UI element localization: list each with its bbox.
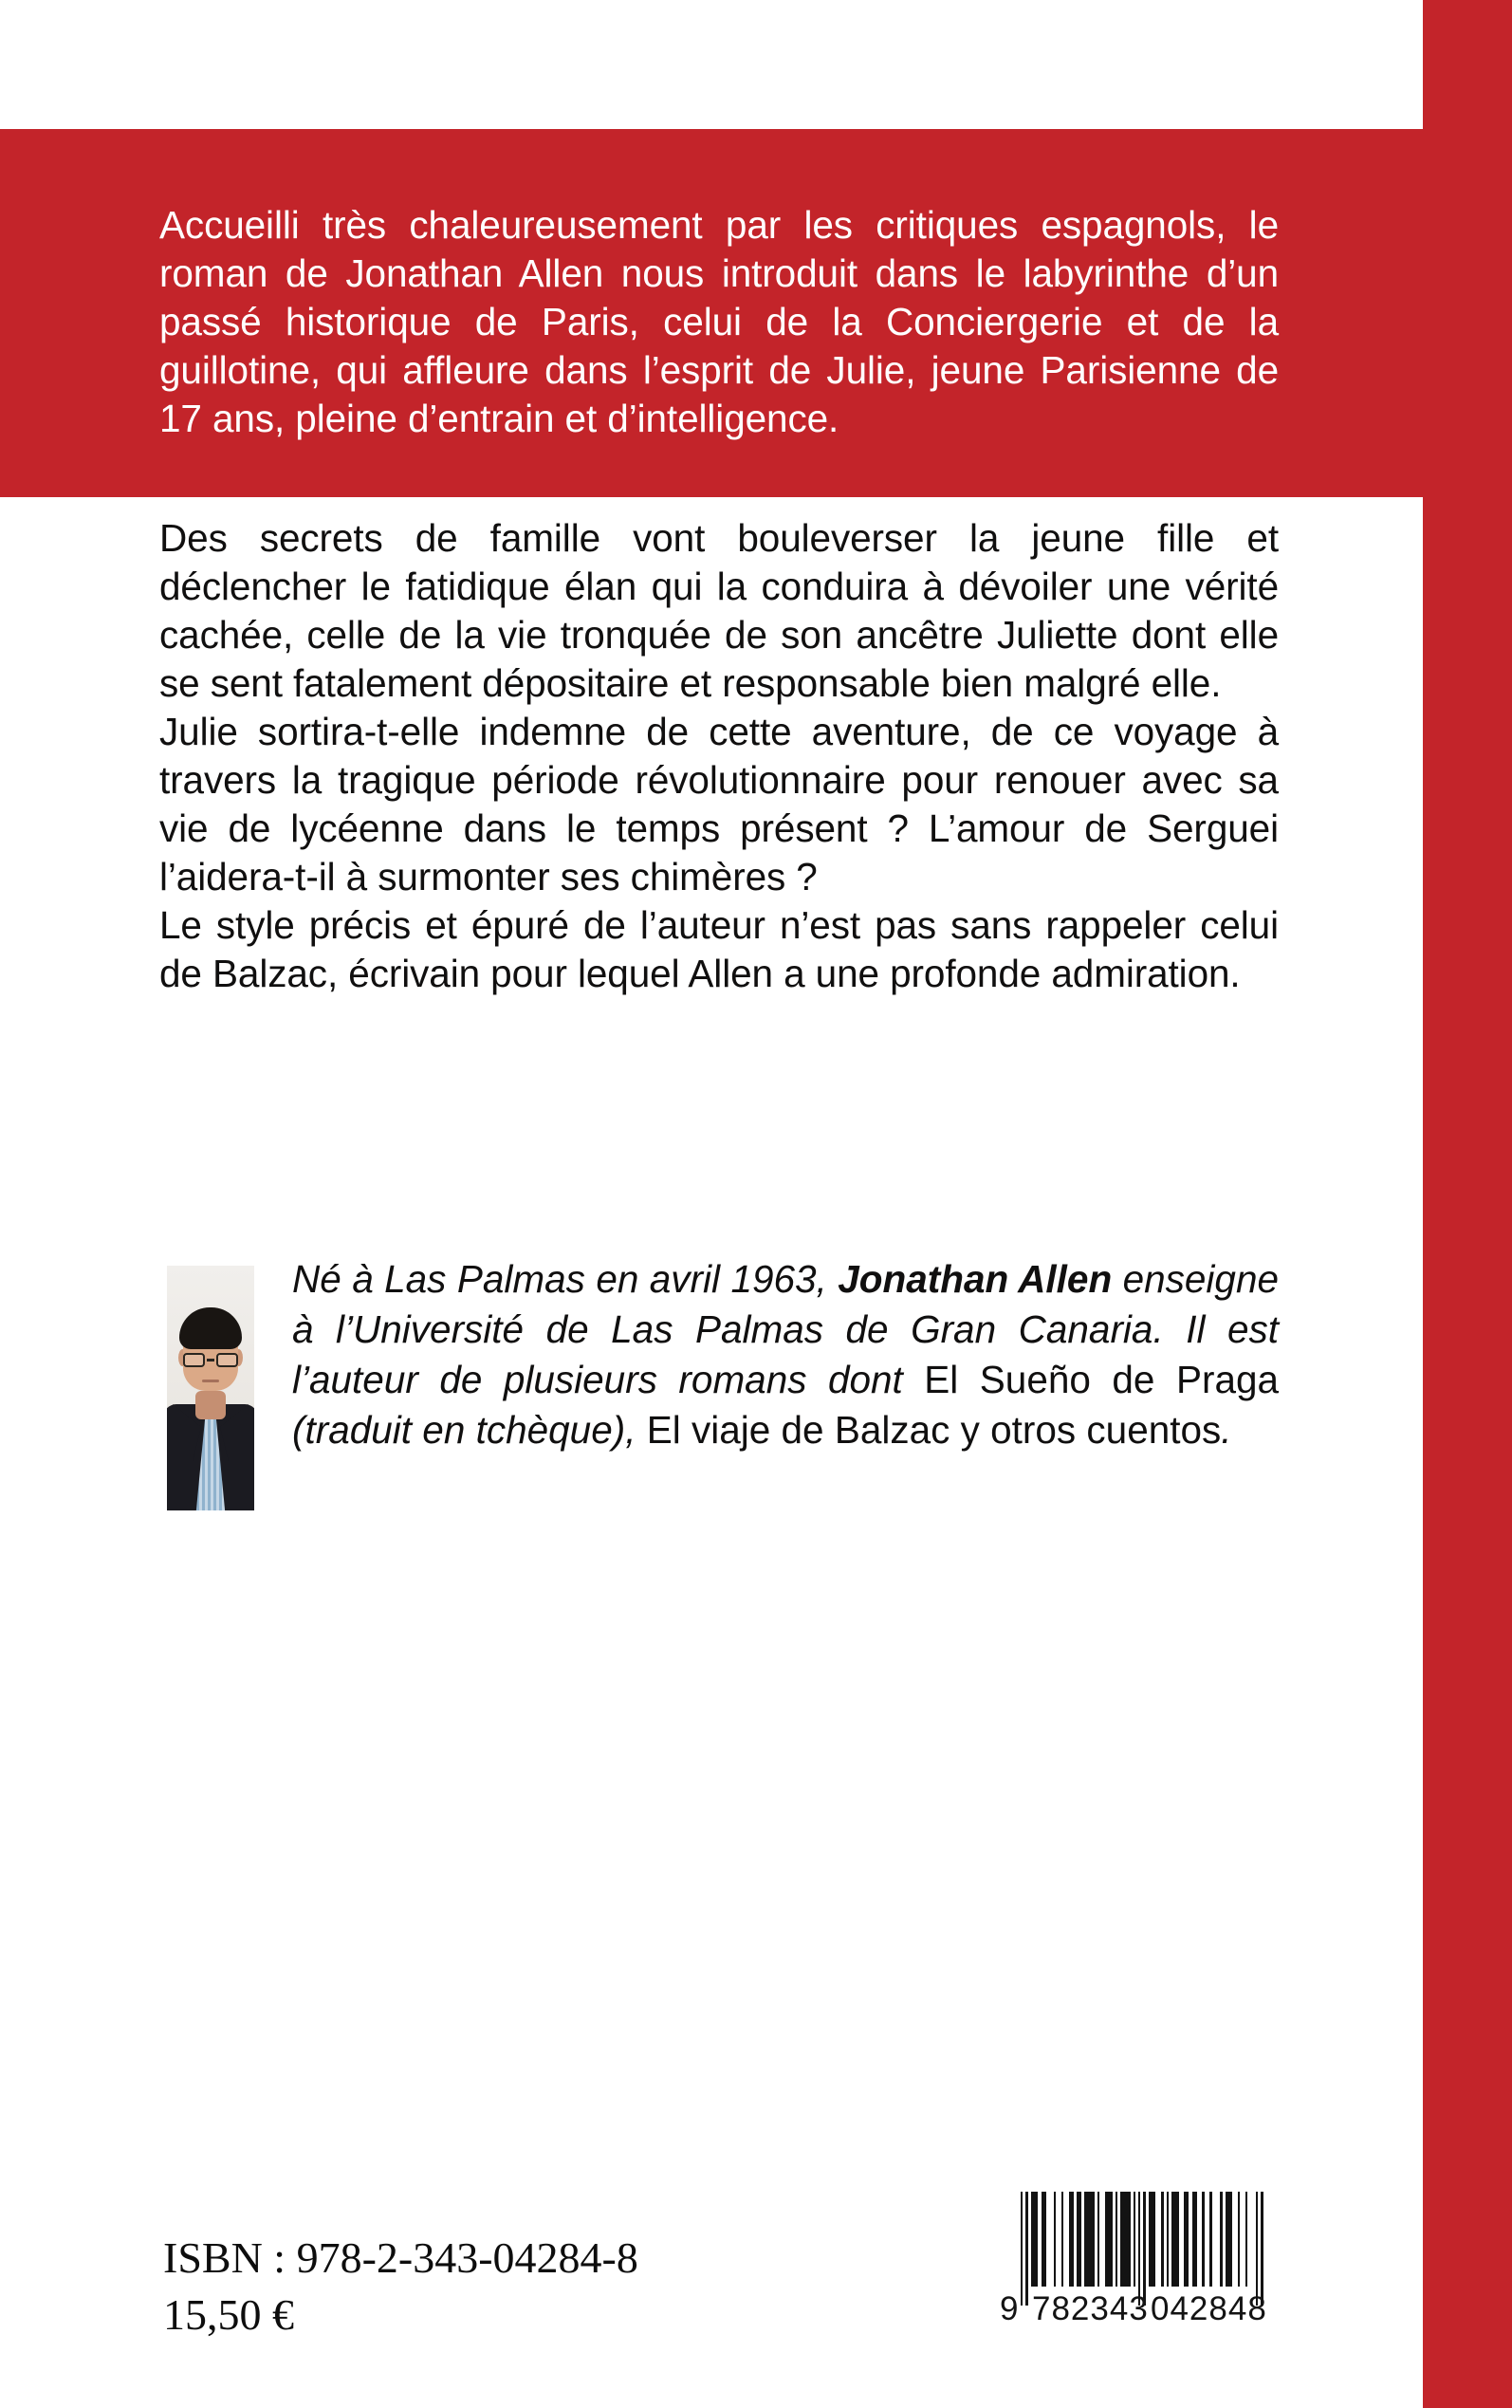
blurb-paragraph-3: Le style précis et épuré de l’auteur n’est pas sans rappeler celui de Balzac, écrivain pour lequel Allen a une profonde admiration. [159,903,1279,995]
barcode-bar [1061,2192,1063,2287]
lead-paragraph-container [159,201,1279,443]
lead-paragraph: Accueilli très chaleureusement par les critiques espagnols, le roman de Jonathan Allen nous introduit dans le labyrinthe d’un passé historique de Paris, celui de la Conciergerie et de la guillotine, qui affleure dans l’esprit de Julie, jeune Parisienne de 17 ans, pleine d’entrain et d’intelligence. [159,203,1279,440]
barcode-bar [1184,2192,1189,2287]
barcode-bar [1143,2192,1145,2306]
author-bio-text [292,1254,1279,1455]
blurb-paragraph-1: Des secrets de famille vont bouleverser la jeune fille et déclencher le fatidique élan qui la conduira à dévoiler une vérité cachée, celle de la vie tronquée de son ancêtre Juliette dont elle se sent fatalement dépositaire et responsable bien malgré elle. [159,516,1279,705]
barcode-digits-left: 782343 [1032,2290,1149,2327]
barcode-bar [1238,2192,1240,2287]
price-label: 15,50 € [163,2290,294,2339]
portrait-neck [195,1391,226,1419]
barcode-bar [1167,2192,1169,2287]
barcode-bar [1161,2192,1163,2287]
glasses-icon [182,1353,239,1368]
barcode-bar [1116,2192,1117,2287]
glasses-lens-left [183,1353,205,1367]
author-name: Jonathan Allen [838,1257,1113,1301]
barcode-bar [1021,2192,1023,2306]
barcode-bar [1031,2192,1039,2287]
author-bio-paragraph [292,1254,1279,1455]
bio-segment-3: (traduit en tchèque), [292,1408,647,1452]
top-white-band [0,0,1423,129]
glasses-bridge [207,1359,214,1361]
author-photo [167,1266,254,1510]
barcode-bar [1261,2192,1263,2306]
barcode-bar [1105,2192,1113,2287]
barcode-bar [1084,2192,1094,2287]
barcode-bar [1192,2192,1197,2287]
barcode-bar [1138,2192,1140,2306]
barcode-bar [1209,2192,1211,2287]
barcode-bars [996,2192,1271,2306]
barcode-bar [1220,2192,1222,2287]
barcode-bar [1226,2192,1233,2287]
bio-segment-1: Né à Las Palmas en avril 1963, [292,1257,839,1301]
blurb-text [159,514,1279,998]
barcode-bar [1120,2192,1130,2287]
barcode-bar [1054,2192,1056,2287]
barcode-digits-right: 042848 [1151,2290,1267,2327]
book-title-1: El Sueño de Praga [924,1358,1280,1401]
blurb-paragraph-2: Julie sortira-t-elle indemne de cette aventure, de ce voyage à travers la tragique période révolutionnaire pour renouer avec sa vie de lycéenne dans le temps présent ? L’amour de Serguei l’aidera-t-il à surmonter ses chimères ? [159,710,1279,898]
barcode [996,2192,1271,2334]
barcode-bar [1069,2192,1074,2287]
bio-segment-2: enseigne à l’Université de Las Palmas de Gran Canaria. Il est l’auteur de plusieurs romans dont [292,1257,1279,1401]
barcode-bar [1245,2192,1247,2287]
blurb-container [159,514,1279,998]
book-title-2: El viaje de Balzac y otros cuentos [646,1408,1222,1452]
barcode-bar [1202,2192,1204,2287]
barcode-digit-lead: 9 [1000,2290,1020,2327]
author-portrait-illustration [167,1266,254,1510]
barcode-bar [1077,2192,1081,2287]
glasses-lens-right [216,1353,238,1367]
barcode-bar [1171,2192,1179,2287]
barcode-bar [1097,2192,1099,2287]
barcode-bar [1025,2192,1027,2306]
spine-red-strip [1423,0,1512,2408]
barcode-bar [1134,2192,1135,2287]
barcode-bar [1149,2192,1156,2287]
barcode-bar [1042,2192,1046,2287]
isbn-label: ISBN : 978-2-343-04284-8 [163,2233,638,2282]
portrait-mouth [202,1380,219,1382]
barcode-bar [1256,2192,1258,2306]
bio-segment-4: . [1221,1408,1232,1452]
barcode-digits [996,2290,1271,2328]
isbn-price-block [163,2230,638,2343]
lead-paragraph-text [159,201,1279,443]
author-bio-block [159,1254,1279,1455]
